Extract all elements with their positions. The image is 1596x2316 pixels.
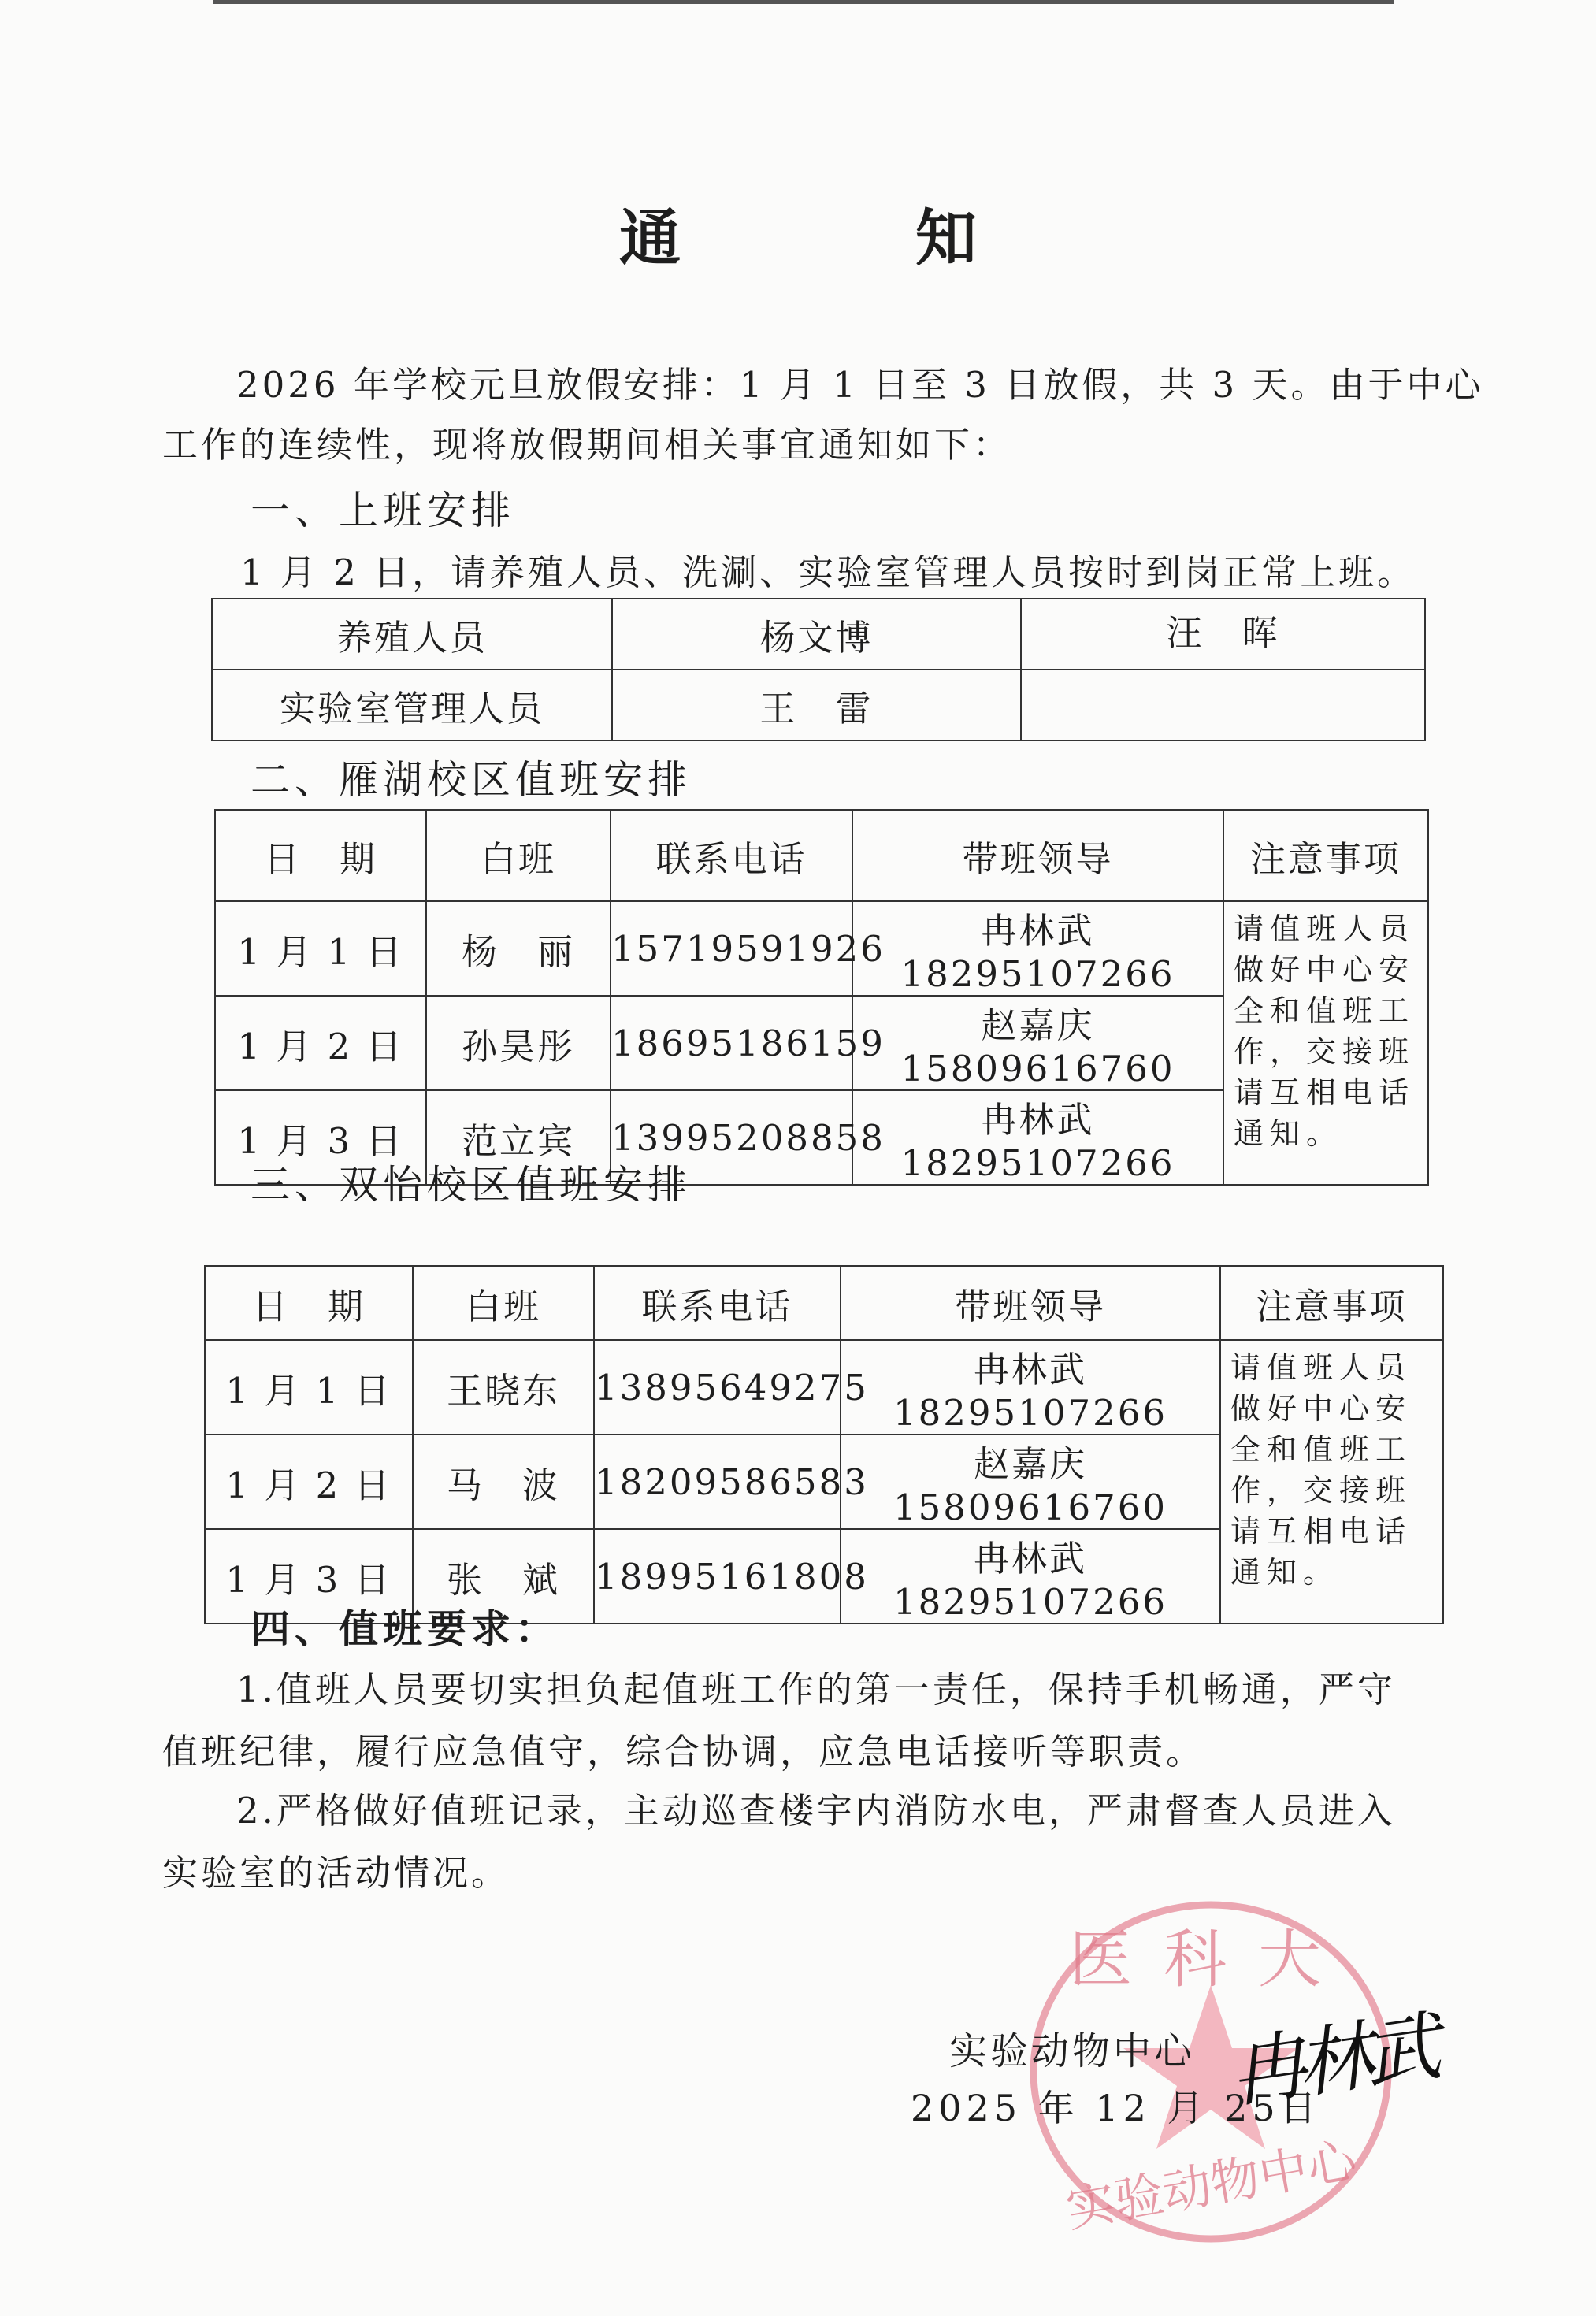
cell: 1 月 1 日: [215, 901, 426, 996]
cell: 15719591926: [611, 901, 852, 996]
table-row: [212, 670, 1425, 740]
header-cell: 日 期: [215, 810, 426, 901]
staff-table: [211, 598, 1426, 741]
scan-edge-line: [213, 0, 1394, 4]
yanhu-duty-table: [214, 809, 1429, 1186]
requirement-2-line-1: 2.严格做好值班记录，主动巡查楼宇内消防水电，严肃督查人员进入: [236, 1790, 1396, 1832]
intro-line-1: 2026 年学校元旦放假安排：1 月 1 日至 3 日放假，共 3 天。由于中心: [236, 364, 1484, 406]
table-row: [212, 599, 1425, 670]
cell: 赵嘉庆 15809616760: [852, 996, 1223, 1090]
issue-date: 2025 年 12 月 25日: [911, 2087, 1321, 2129]
cell: 冉林武 18295107266: [841, 1529, 1220, 1624]
requirement-1-line-2: 值班纪律，履行应急值守，综合协调，应急电话接听等职责。: [162, 1731, 1205, 1772]
cell: 1 月 2 日: [205, 1435, 413, 1529]
requirement-1-line-1: 1.值班人员要切实担负起值班工作的第一责任，保持手机畅通，严守: [236, 1668, 1396, 1710]
note-cell: 请值班人员做好中心安全和值班工作，交接班请互相电话通知。: [1223, 901, 1428, 1185]
header-cell: 带班领导: [852, 810, 1223, 901]
table-header-row: [205, 1266, 1443, 1340]
cell: 13995208858: [611, 1090, 852, 1185]
cell: 养殖人员: [212, 599, 612, 670]
page-title: 通 知: [618, 202, 1063, 274]
cell: 18209586583: [594, 1435, 841, 1529]
header-cell: 联系电话: [594, 1266, 841, 1340]
cell: 冉林武 18295107266: [841, 1340, 1220, 1435]
section4-heading: 四、值班要求：: [251, 1605, 559, 1652]
cell: 孙昊彤: [426, 996, 611, 1090]
header-cell: 注意事项: [1223, 810, 1428, 901]
cell: 马 波: [413, 1435, 594, 1529]
header-cell: 白班: [413, 1266, 594, 1340]
seal-bottom-text: 实验动物中心: [1062, 2131, 1361, 2239]
table-header-row: [215, 810, 1428, 901]
cell: 赵嘉庆 15809616760: [841, 1435, 1220, 1529]
cell: 范立宾: [426, 1090, 611, 1185]
cell: [1021, 670, 1425, 740]
table-row: [215, 901, 1428, 996]
cell: 冉林武 18295107266: [852, 1090, 1223, 1185]
cell: 冉林武 18295107266: [852, 901, 1223, 996]
cell: 18995161808: [594, 1529, 841, 1624]
section2-heading: 二、雁湖校区值班安排: [251, 757, 692, 803]
seal-top-text: 医科大: [1069, 1923, 1353, 1996]
intro-line-2: 工作的连续性，现将放假期间相关事宜通知如下：: [162, 424, 1012, 466]
table-row: [205, 1340, 1443, 1435]
cell: 1 月 3 日: [215, 1090, 426, 1185]
header-cell: 注意事项: [1220, 1266, 1443, 1340]
cell: 张 斌: [413, 1529, 594, 1624]
header-cell: 白班: [426, 810, 611, 901]
cell: 杨文博: [612, 599, 1021, 670]
header-cell: 联系电话: [611, 810, 852, 901]
handwritten-signature: 冉林武: [1224, 2002, 1438, 2119]
section1-text: 1 月 2 日，请养殖人员、洗涮、实验室管理人员按时到岗正常上班。: [240, 551, 1416, 593]
header-cell: 带班领导: [841, 1266, 1220, 1340]
shuangyi-duty-table: [204, 1265, 1444, 1624]
cell: 王晓东: [413, 1340, 594, 1435]
cell: 1 月 1 日: [205, 1340, 413, 1435]
cell: 1 月 2 日: [215, 996, 426, 1090]
section1-heading: 一、上班安排: [251, 488, 515, 533]
header-cell: 日 期: [205, 1266, 413, 1340]
requirement-2-line-2: 实验室的活动情况。: [162, 1852, 510, 1894]
note-cell: 请值班人员做好中心安全和值班工作，交接班请互相电话通知。: [1220, 1340, 1443, 1624]
cell: 13895649275: [594, 1340, 841, 1435]
cell: 杨 丽: [426, 901, 611, 996]
cell: 实验室管理人员: [212, 670, 612, 740]
cell: 1 月 3 日: [205, 1529, 413, 1624]
cell: 18695186159: [611, 996, 852, 1090]
section3-heading: 三、双怡校区值班安排: [251, 1162, 692, 1208]
cell: 汪 晖: [1021, 599, 1425, 670]
cell: 王 雷: [612, 670, 1021, 740]
issuing-organization: 实验动物中心: [949, 2029, 1196, 2073]
